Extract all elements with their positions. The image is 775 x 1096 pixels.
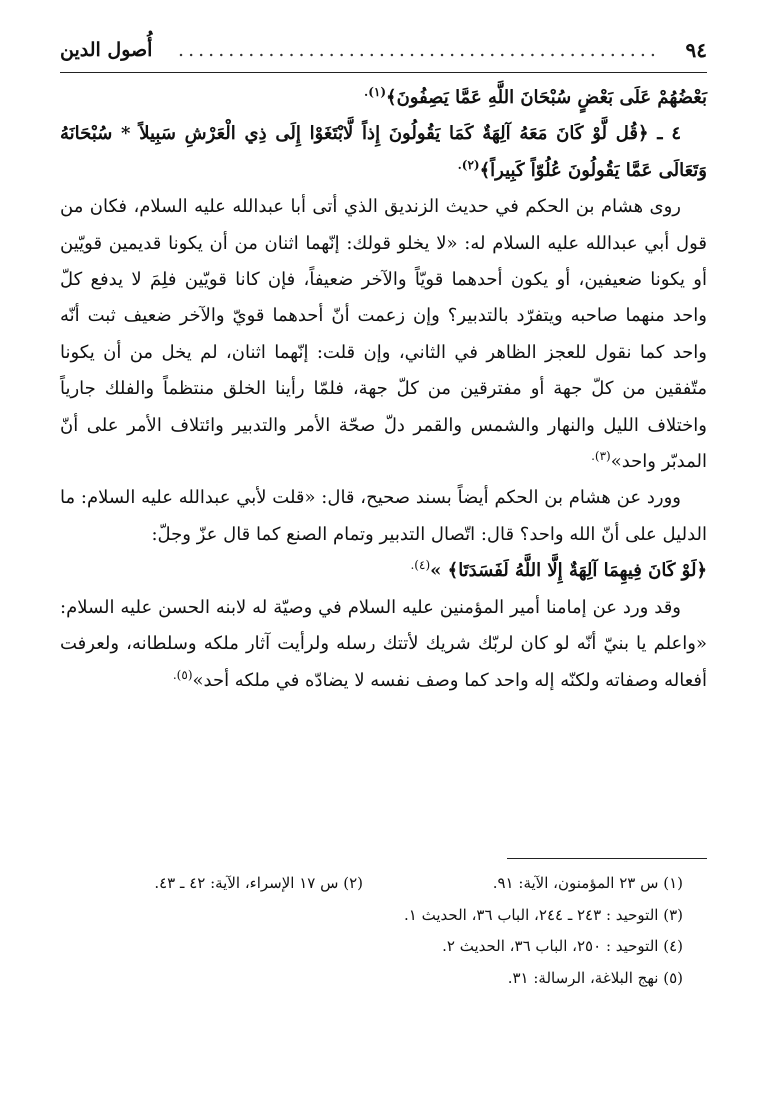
running-header bbox=[60, 30, 707, 70]
footnote-1: (١) س ٢٣ المؤمنون، الآية: ٩١. bbox=[492, 874, 683, 892]
page-number: ٩٤ bbox=[685, 38, 707, 62]
footnote-2: (٢) س ١٧ الإسراء، الآية: ٤٢ ـ ٤٣. bbox=[154, 874, 363, 892]
verse-item-4: ٤ ـ ﴿قُل لَّوْ كَانَ مَعَهُ آلِهَةٌ كَمَا يَقُولُونَ إِذاً لَّابْتَغَوْا إِلَى ذِي الْعَرْشِ سَبِيلاً * سُبْحَانَهُ وَتَعَالَى عَمَّا يَقُولُونَ عُلُوّاً كَبِيراً﴾$^{(٢).}$ bbox=[60, 123, 707, 181]
hadith-paragraph-1: روى هشام بن الحكم في حديث الزنديق الذي أتى أبا عبدالله عليه السلام، فكان من قول أبي عبدالله عليه السلام له: «لا يخلو قولك: إنّهما اثنان من أن يكونا قديمين قويّين أو يكونا ضعيفين، أو يكون أحدهما قويّاً والآخر ضعيفاً، فإن كانا قويّين فلِمَ لا يدفع كلّ واحد منهما صاحبه ويتفرّد بالتدبير؟ وإن زعمت أنّ أحدهما قويّ والآخر ضعيف ثبت أنّه واحد كما نقول للعجز الظاهر في الثاني، وإن قلت: إنّهما اثنان، لم يخل من أن يكونا متّفقين من كلّ جهة أو مفترقين من كلّ جهة، فلمّا رأينا الخلق منتظماً والفلك جارياً واختلاف الليل والنهار والشمس والقمر دلّ صحّة الأمر والتدبير وائتلاف الأمر على أنّ المدبّر واحد»$^{(٣).}$ bbox=[60, 196, 707, 473]
hadith-paragraph-3: وقد ورد عن إمامنا أمير المؤمنين عليه السلام في وصيّة له لابنه الحسن عليه السلام: «واعلم يا بنيّ أنّه لو كان لربّك شريك لأتتك رسله ولرأيت آثار ملكه وسلطانه، ولعرفت أفعاله وصفاته ولكنّه إله واحد كما وصف نفسه لا يضادّه في ملكه أحد»$^{(٥).}$ bbox=[60, 596, 707, 691]
hadith-paragraph-2: وورد عن هشام بن الحكم أيضاً بسند صحيح، قال: «قلت لأبي عبدالله عليه السلام: ما الدليل على أنّ الله واحد؟ قال: اتّصال التدبير وتمام الصنع كما قال عزّ وجلّ: ﴿لَوْ كَانَ فِيهِمَا آلِهَةٌ إِلَّا اللَّهُ لَفَسَدَتَا﴾ »$^{(٤).}$ bbox=[60, 487, 707, 582]
footnote-ref-1: (١). bbox=[364, 85, 387, 99]
footnote-divider bbox=[507, 858, 707, 859]
quoted-verse: ﴿لَوْ كَانَ فِيهِمَا آلِهَةٌ إِلَّا اللَّهُ لَفَسَدَتَا﴾ » bbox=[430, 560, 707, 582]
main-text bbox=[60, 80, 707, 699]
chapter-title: أُصول الدين bbox=[60, 39, 153, 61]
footnote-5: (٥) نهج البلاغة، الرسالة: ٣١. bbox=[507, 968, 683, 987]
verse-continuation: بَعْضُهُمْ عَلَى بَعْضٍ سُبْحَانَ اللَّهِ عَمَّا يَصِفُونَ﴾$^{(١).}$ bbox=[364, 85, 707, 108]
header-dot-leader: ................................................ bbox=[178, 39, 660, 61]
footnote-4: (٤) التوحيد : ٢٥٠، الباب ٣٦، الحديث ٢. bbox=[442, 937, 683, 955]
footnote-ref-4: (٤). bbox=[410, 558, 431, 573]
footnote-3: (٣) التوحيد : ٢٤٣ ـ ٢٤٤، الباب ٣٦، الحديث ١. bbox=[404, 905, 683, 924]
header-divider bbox=[60, 72, 707, 73]
footnote-ref-5: (٥). bbox=[172, 667, 193, 682]
footnote-ref-2: (٢). bbox=[457, 157, 480, 172]
footnote-ref-3: (٣). bbox=[591, 449, 611, 464]
footnotes bbox=[90, 868, 683, 994]
footnote-row bbox=[90, 868, 683, 900]
